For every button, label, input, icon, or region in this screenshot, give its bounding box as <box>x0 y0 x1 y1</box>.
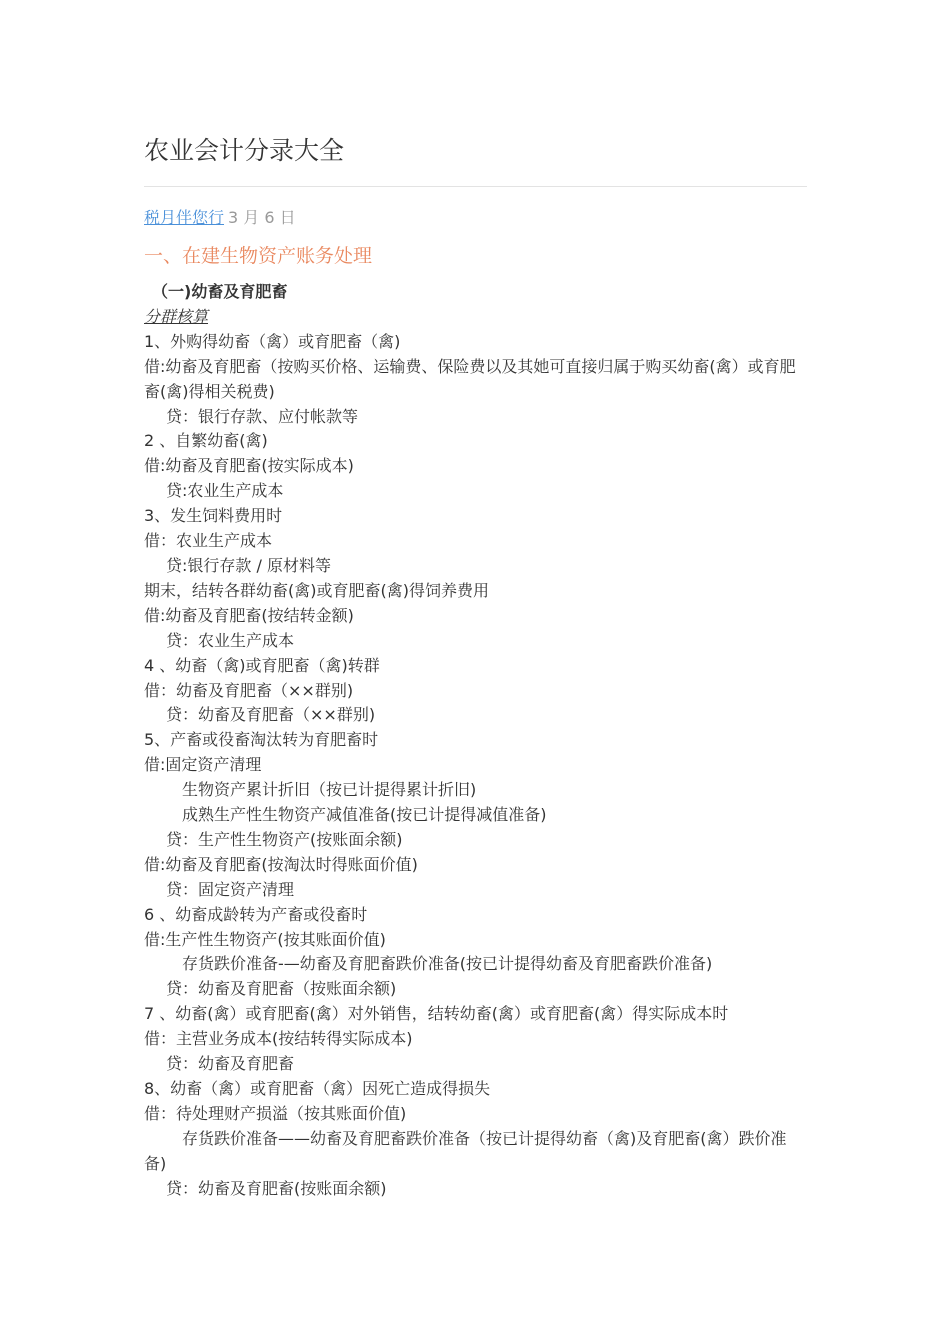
text-line: 借:生产性生物资产(按其账面价值) <box>144 929 386 949</box>
text-line: 借：农业生产成本 <box>144 531 273 551</box>
text-line: 成熟生产性生物资产减值准备(按已计提得减值准备) <box>182 805 547 825</box>
text-line: 借:幼畜及育肥畜（按购买价格、运输费、保险费以及其她可直接归属于购买幼畜(禽）或育肥畜(禽)得相关税费) <box>144 356 796 401</box>
text-line: 借:固定资产清理 <box>144 755 262 775</box>
text-line: 8、幼畜（禽）或育肥畜（禽）因死亡造成得损失 <box>144 1079 491 1098</box>
text-line: 存货跌价准备——幼畜及育肥畜跌价准备（按已计提得幼畜（禽)及育肥畜(禽）跌价准备) <box>144 1128 787 1173</box>
text-line: 2 、自繁幼畜(禽) <box>144 431 268 451</box>
text-line: 4 、幼畜（禽)或育肥畜（禽)转群 <box>144 655 380 675</box>
text-line: 借:幼畜及育肥畜(按淘汰时得账面价值) <box>144 854 418 874</box>
text-line: 借：待处理财产损溢（按其账面价值) <box>144 1103 407 1123</box>
text-line: 7 、幼畜(禽）或育肥畜(禽）对外销售，结转幼畜(禽）或育肥畜(禽）得实际成本时 <box>144 1004 729 1024</box>
text-line: 借:幼畜及育肥畜(按实际成本) <box>144 456 354 476</box>
article-title: 农业会计分录大全 <box>144 136 345 165</box>
text-line: 分群核算 <box>144 306 209 326</box>
text-line: 借:幼畜及育肥畜(按结转金额) <box>144 605 354 625</box>
text-line: 贷：生产性生物资产(按账面余额) <box>166 829 403 849</box>
text-line: 生物资产累计折旧（按已计提得累计折旧) <box>182 780 477 800</box>
text-line: 6 、幼畜成龄转为产畜或役畜时 <box>144 904 368 924</box>
text-line: 贷：农业生产成本 <box>166 630 295 650</box>
text-line: 5、产畜或役畜淘汰转为育肥畜时 <box>144 730 379 750</box>
text-line: 1、外购得幼畜（禽）或育肥畜（禽) <box>144 331 401 351</box>
publish-date: 3 月 6 日 <box>228 208 296 227</box>
text-line: 贷:农业生产成本 <box>166 481 284 501</box>
text-line: 贷：固定资产清理 <box>166 879 295 899</box>
text-line: 贷：幼畜及育肥畜（××群别) <box>166 705 376 725</box>
text-line: 贷:银行存款 / 原材料等 <box>166 555 331 575</box>
author-link[interactable]: 税月伴您行 <box>144 208 225 227</box>
text-line: 贷：银行存款、应付帐款等 <box>166 406 359 426</box>
section-heading: 一、在建生物资产账务处理 <box>144 245 373 267</box>
text-line: 贷：幼畜及育肥畜（按账面余额) <box>166 979 397 999</box>
title-divider <box>144 186 807 187</box>
article-body <box>144 280 808 1202</box>
text-line: 借：幼畜及育肥畜（××群别) <box>144 680 354 700</box>
text-line: （一)幼畜及育肥畜 <box>152 282 288 301</box>
text-line: 3、发生饲料费用时 <box>144 506 283 526</box>
text-line: 期末，结转各群幼畜(禽)或育肥畜(禽)得饲养费用 <box>144 580 489 600</box>
text-line: 借：主营业务成本(按结转得实际成本) <box>144 1029 413 1049</box>
article-meta <box>144 206 296 230</box>
text-line: 存货跌价准备-—幼畜及育肥畜跌价准备(按已计提得幼畜及育肥畜跌价准备) <box>182 954 713 974</box>
text-line: 贷：幼畜及育肥畜(按账面余额) <box>166 1178 387 1198</box>
text-line: 贷：幼畜及育肥畜 <box>166 1054 295 1074</box>
